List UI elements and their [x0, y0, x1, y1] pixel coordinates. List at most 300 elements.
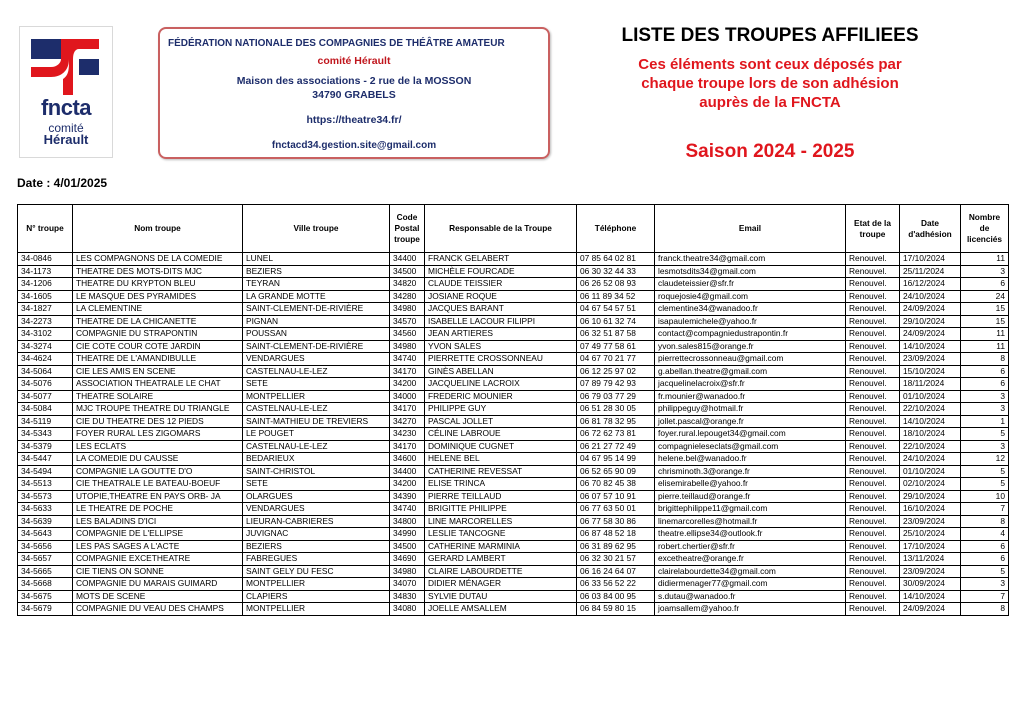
phone-cell: 06 77 63 50 01 — [577, 503, 655, 516]
postal-code-cell: 34500 — [390, 540, 425, 553]
troupe-number-cell: 34-5447 — [18, 453, 73, 466]
table-row — [18, 428, 1009, 441]
postal-code-cell: 34820 — [390, 278, 425, 291]
troupe-number-cell: 34-5656 — [18, 540, 73, 553]
fncta-logo — [19, 26, 113, 158]
troupe-number-cell: 34-5077 — [18, 390, 73, 403]
troupe-name-cell: CIE COTE COUR COTE JARDIN — [73, 340, 243, 353]
manager-name-cell: JOSIANE ROQUE — [425, 290, 577, 303]
troupe-name-cell: LA COMEDIE DU CAUSSE — [73, 453, 243, 466]
status-cell: Renouvel. — [846, 478, 900, 491]
table-row — [18, 278, 1009, 291]
member-count-cell: 3 — [961, 403, 1009, 416]
troupe-number-cell: 34-1605 — [18, 290, 73, 303]
postal-code-cell: 34080 — [390, 603, 425, 616]
subtitle-line: Ces éléments sont ceux déposés par — [638, 56, 902, 73]
troupe-number-cell: 34-5119 — [18, 415, 73, 428]
member-count-cell: 12 — [961, 453, 1009, 466]
postal-code-cell: 34280 — [390, 290, 425, 303]
federation-name: FÉDÉRATION NATIONALE DES COMPAGNIES DE THÉÂTRE AMATEUR — [168, 38, 505, 49]
col-header-postal-code: Code Postal troupe — [390, 205, 425, 253]
email-cell[interactable]: didiermenager77@gmail.com — [655, 578, 846, 591]
member-count-cell: 11 — [961, 328, 1009, 341]
postal-code-cell: 34400 — [390, 253, 425, 266]
member-count-cell: 4 — [961, 528, 1009, 541]
col-header-members: Nombre de licenciés — [961, 205, 1009, 253]
postal-code-cell: 34740 — [390, 353, 425, 366]
membership-date-cell: 14/10/2024 — [900, 415, 961, 428]
table-row — [18, 515, 1009, 528]
troupe-name-cell: LA CLEMENTINE — [73, 303, 243, 316]
manager-name-cell: YVON SALES — [425, 340, 577, 353]
phone-cell: 07 89 79 42 93 — [577, 378, 655, 391]
troupe-name-cell: MJC TROUPE THEATRE DU TRIANGLE — [73, 403, 243, 416]
troupe-city-cell: SAINT-CLEMENT-DE-RIVIÈRE — [243, 340, 390, 353]
member-count-cell: 5 — [961, 565, 1009, 578]
status-cell: Renouvel. — [846, 553, 900, 566]
postal-code-cell: 34500 — [390, 265, 425, 278]
membership-date-cell: 25/10/2024 — [900, 528, 961, 541]
troupe-number-cell: 34-5064 — [18, 365, 73, 378]
postal-code-cell: 34800 — [390, 515, 425, 528]
member-count-cell: 6 — [961, 540, 1009, 553]
manager-name-cell: BRIGITTE PHILIPPE — [425, 503, 577, 516]
table-row — [18, 253, 1009, 266]
troupe-number-cell: 34-5494 — [18, 465, 73, 478]
postal-code-cell: 34560 — [390, 328, 425, 341]
status-cell: Renouvel. — [846, 540, 900, 553]
troupe-name-cell: THEATRE DE LA CHICANETTE — [73, 315, 243, 328]
manager-name-cell: FRANCK GELABERT — [425, 253, 577, 266]
table-row — [18, 378, 1009, 391]
troupe-city-cell: BEZIERS — [243, 265, 390, 278]
email-cell[interactable]: claudeteissier@sfr.fr — [655, 278, 846, 291]
phone-cell: 06 31 89 62 95 — [577, 540, 655, 553]
member-count-cell: 5 — [961, 465, 1009, 478]
email-cell[interactable]: fr.mounier@wanadoo.fr — [655, 390, 846, 403]
email-cell[interactable]: robert.chertier@sfr.fr — [655, 540, 846, 553]
status-cell: Renouvel. — [846, 490, 900, 503]
email-cell[interactable]: foyer.rural.lepouget34@gmail.com — [655, 428, 846, 441]
troupe-city-cell: LIEURAN-CABRIERES — [243, 515, 390, 528]
table-row — [18, 590, 1009, 603]
email-cell[interactable]: philippeguy@hotmail.fr — [655, 403, 846, 416]
page-title: LISTE DES TROUPES AFFILIEES — [621, 25, 919, 46]
table-row — [18, 478, 1009, 491]
membership-date-cell: 13/11/2024 — [900, 553, 961, 566]
phone-cell: 06 79 03 77 29 — [577, 390, 655, 403]
phone-cell: 06 72 62 73 81 — [577, 428, 655, 441]
troupe-city-cell: SAINT-CLEMENT-DE-RIVIÈRE — [243, 303, 390, 316]
troupe-city-cell: LE POUGET — [243, 428, 390, 441]
membership-date-cell: 24/10/2024 — [900, 290, 961, 303]
phone-cell: 06 30 32 44 33 — [577, 265, 655, 278]
email-cell[interactable]: franck.theatre34@gmail.com — [655, 253, 846, 266]
status-cell: Renouvel. — [846, 415, 900, 428]
membership-date-cell: 23/09/2024 — [900, 353, 961, 366]
membership-date-cell: 25/11/2024 — [900, 265, 961, 278]
troupe-number-cell: 34-5668 — [18, 578, 73, 591]
member-count-cell: 5 — [961, 428, 1009, 441]
table-row — [18, 265, 1009, 278]
manager-name-cell: CATHERINE MARMINIA — [425, 540, 577, 553]
membership-date-cell: 22/10/2024 — [900, 403, 961, 416]
manager-name-cell: GINÈS ABELLAN — [425, 365, 577, 378]
table-row — [18, 390, 1009, 403]
member-count-cell: 6 — [961, 365, 1009, 378]
troupe-name-cell: COMPAGNIE DU STRAPONTIN — [73, 328, 243, 341]
troupe-name-cell: CIE TIENS ON SONNE — [73, 565, 243, 578]
member-count-cell: 5 — [961, 478, 1009, 491]
status-cell: Renouvel. — [846, 528, 900, 541]
manager-name-cell: PHILIPPE GUY — [425, 403, 577, 416]
manager-name-cell: CLAUDE TEISSIER — [425, 278, 577, 291]
troupe-city-cell: LA GRANDE MOTTE — [243, 290, 390, 303]
membership-date-cell: 24/10/2024 — [900, 453, 961, 466]
membership-date-cell: 22/10/2024 — [900, 440, 961, 453]
manager-name-cell: MICHÈLE FOURCADE — [425, 265, 577, 278]
member-count-cell: 11 — [961, 340, 1009, 353]
troupe-name-cell: COMPAGNIE EXCETHEATRE — [73, 553, 243, 566]
table-row — [18, 603, 1009, 616]
email-cell[interactable]: lesmotsdits34@gmail.com — [655, 265, 846, 278]
member-count-cell: 6 — [961, 378, 1009, 391]
manager-name-cell: ISABELLE LACOUR FILIPPI — [425, 315, 577, 328]
postal-code-cell: 34740 — [390, 503, 425, 516]
troupe-number-cell: 34-1206 — [18, 278, 73, 291]
email-cell[interactable]: brigittephilippe11@gmail.com — [655, 503, 846, 516]
status-cell: Renouvel. — [846, 290, 900, 303]
troupe-city-cell: VENDARGUES — [243, 353, 390, 366]
email-cell[interactable]: s.dutau@wanadoo.fr — [655, 590, 846, 603]
status-cell: Renouvel. — [846, 365, 900, 378]
postal-code-cell: 34070 — [390, 578, 425, 591]
email-cell[interactable]: pierre.teillaud@orange.fr — [655, 490, 846, 503]
email-cell[interactable]: g.abellan.theatre@gmail.com — [655, 365, 846, 378]
troupe-name-cell: COMPAGNIE DU MARAIS GUIMARD — [73, 578, 243, 591]
manager-name-cell: PIERRE TEILLAUD — [425, 490, 577, 503]
email-cell[interactable]: pierrettecrossonneau@gmail.com — [655, 353, 846, 366]
troupe-number-cell: 34-5665 — [18, 565, 73, 578]
membership-date-cell: 30/09/2024 — [900, 578, 961, 591]
phone-cell: 06 11 89 34 52 — [577, 290, 655, 303]
col-header-status: Etat de la troupe — [846, 205, 900, 253]
email-cell[interactable]: elisemirabelle@yahoo.fr — [655, 478, 846, 491]
postal-code-cell: 34390 — [390, 490, 425, 503]
troupe-city-cell: CASTELNAU-LE-LEZ — [243, 365, 390, 378]
logo-text: fncta — [40, 95, 92, 120]
address-line-2: 34790 GRABELS — [312, 89, 396, 101]
manager-name-cell: JACQUELINE LACROIX — [425, 378, 577, 391]
email-cell[interactable]: contact@compagniedustrapontin.fr — [655, 328, 846, 341]
member-count-cell: 3 — [961, 265, 1009, 278]
member-count-cell: 24 — [961, 290, 1009, 303]
contact-email[interactable]: fnctacd34.gestion.site@gmail.com — [271, 140, 437, 151]
troupe-name-cell: MOTS DE SCENE — [73, 590, 243, 603]
membership-date-cell: 29/10/2024 — [900, 490, 961, 503]
table-row — [18, 340, 1009, 353]
phone-cell: 06 07 57 10 91 — [577, 490, 655, 503]
troupe-city-cell: BEZIERS — [243, 540, 390, 553]
phone-cell: 04 67 70 21 77 — [577, 353, 655, 366]
status-cell: Renouvel. — [846, 515, 900, 528]
manager-name-cell: JEAN ARTIERES — [425, 328, 577, 341]
member-count-cell: 10 — [961, 490, 1009, 503]
phone-cell: 06 52 65 90 09 — [577, 465, 655, 478]
phone-cell: 07 49 77 58 61 — [577, 340, 655, 353]
manager-name-cell: CATHERINE REVESSAT — [425, 465, 577, 478]
troupe-number-cell: 34-5633 — [18, 503, 73, 516]
troupe-city-cell: LUNEL — [243, 253, 390, 266]
table-row — [18, 540, 1009, 553]
member-count-cell: 8 — [961, 515, 1009, 528]
status-cell: Renouvel. — [846, 315, 900, 328]
postal-code-cell: 34170 — [390, 365, 425, 378]
status-cell: Renouvel. — [846, 378, 900, 391]
troupe-number-cell: 34-5675 — [18, 590, 73, 603]
troupes-table — [17, 204, 1009, 616]
postal-code-cell: 34980 — [390, 340, 425, 353]
troupe-name-cell: CIE DU THEATRE DES 12 PIEDS — [73, 415, 243, 428]
website-link[interactable]: https://theatre34.fr/ — [306, 114, 402, 126]
col-header-manager: Responsable de la Troupe — [425, 205, 577, 253]
troupe-city-cell: MONTPELLIER — [243, 578, 390, 591]
troupe-name-cell: THEATRE DE L'AMANDIBULLE — [73, 353, 243, 366]
email-cell[interactable]: theatre.ellipse34@outlook.fr — [655, 528, 846, 541]
postal-code-cell: 34990 — [390, 528, 425, 541]
member-count-cell: 11 — [961, 253, 1009, 266]
troupe-name-cell: LES COMPAGNONS DE LA COMEDIE — [73, 253, 243, 266]
member-count-cell: 3 — [961, 390, 1009, 403]
manager-name-cell: LINE MARCORELLES — [425, 515, 577, 528]
phone-cell: 06 70 82 45 38 — [577, 478, 655, 491]
postal-code-cell: 34980 — [390, 565, 425, 578]
troupe-number-cell: 34-5679 — [18, 603, 73, 616]
postal-code-cell: 34570 — [390, 315, 425, 328]
manager-name-cell: DIDIER MÉNAGER — [425, 578, 577, 591]
table-row — [18, 365, 1009, 378]
email-cell[interactable]: compagnieleseclats@gmail.com — [655, 440, 846, 453]
troupe-city-cell: PIGNAN — [243, 315, 390, 328]
col-header-date: Date d'adhésion — [900, 205, 961, 253]
troupe-city-cell: FABREGUES — [243, 553, 390, 566]
troupe-name-cell: THEATRE SOLAIRE — [73, 390, 243, 403]
address-line-1: Maison des associations - 2 rue de la MOSSON — [236, 75, 472, 87]
manager-name-cell: HELENE BEL — [425, 453, 577, 466]
table-row — [18, 553, 1009, 566]
troupe-city-cell: SAINT-MATHIEU DE TREVIERS — [243, 415, 390, 428]
phone-cell: 06 10 61 32 74 — [577, 315, 655, 328]
table-header-row — [18, 205, 1009, 253]
status-cell: Renouvel. — [846, 565, 900, 578]
troupe-name-cell: FOYER RURAL LES ZIGOMARS — [73, 428, 243, 441]
season-title: Saison 2024 - 2025 — [685, 141, 855, 162]
col-header-number: N° troupe — [18, 205, 73, 253]
manager-name-cell: LESLIE TANCOGNE — [425, 528, 577, 541]
email-cell[interactable]: roquejosie4@gmail.com — [655, 290, 846, 303]
email-cell[interactable]: isapaulemichele@yahoo.fr — [655, 315, 846, 328]
phone-cell: 06 33 56 52 22 — [577, 578, 655, 591]
troupe-city-cell: SAINT-CHRISTOL — [243, 465, 390, 478]
troupe-number-cell: 34-1827 — [18, 303, 73, 316]
membership-date-cell: 14/10/2024 — [900, 340, 961, 353]
postal-code-cell: 34170 — [390, 440, 425, 453]
manager-name-cell: GERARD LAMBERT — [425, 553, 577, 566]
page-subtitle — [560, 55, 980, 112]
troupe-number-cell: 34-4624 — [18, 353, 73, 366]
status-cell: Renouvel. — [846, 465, 900, 478]
postal-code-cell: 34980 — [390, 303, 425, 316]
committee-name: comité Hérault — [317, 55, 391, 67]
troupe-name-cell: COMPAGNIE LA GOUTTE D'O — [73, 465, 243, 478]
status-cell: Renouvel. — [846, 453, 900, 466]
troupe-number-cell: 34-5657 — [18, 553, 73, 566]
postal-code-cell: 34270 — [390, 415, 425, 428]
status-cell: Renouvel. — [846, 390, 900, 403]
manager-name-cell: PASCAL JOLLET — [425, 415, 577, 428]
troupe-city-cell: POUSSAN — [243, 328, 390, 341]
troupe-name-cell: LES BALADINS D'ICI — [73, 515, 243, 528]
email-cell[interactable]: yvon.sales815@orange.fr — [655, 340, 846, 353]
troupe-city-cell: OLARGUES — [243, 490, 390, 503]
table-row — [18, 490, 1009, 503]
logo-subtext: comité — [48, 121, 84, 135]
email-cell[interactable]: excetheatre@orange.fr — [655, 553, 846, 566]
troupe-name-cell: UTOPIE,THEATRE EN PAYS ORB- JA — [73, 490, 243, 503]
member-count-cell: 8 — [961, 353, 1009, 366]
membership-date-cell: 15/10/2024 — [900, 365, 961, 378]
troupe-city-cell: JUVIGNAC — [243, 528, 390, 541]
manager-name-cell: ELISE TRINCA — [425, 478, 577, 491]
troupe-city-cell: BEDARIEUX — [243, 453, 390, 466]
status-cell: Renouvel. — [846, 578, 900, 591]
troupe-city-cell: CASTELNAU-LE-LEZ — [243, 440, 390, 453]
troupe-number-cell: 34-5076 — [18, 378, 73, 391]
phone-cell: 06 21 27 72 49 — [577, 440, 655, 453]
member-count-cell: 6 — [961, 553, 1009, 566]
troupe-city-cell: SETE — [243, 478, 390, 491]
status-cell: Renouvel. — [846, 278, 900, 291]
email-cell[interactable]: jacquelinelacroix@sfr.fr — [655, 378, 846, 391]
phone-cell: 06 77 58 30 86 — [577, 515, 655, 528]
email-cell[interactable]: clairelabourdette34@gmail.com — [655, 565, 846, 578]
table-row — [18, 440, 1009, 453]
member-count-cell: 3 — [961, 578, 1009, 591]
troupe-name-cell: COMPAGNIE DU VEAU DES CHAMPS — [73, 603, 243, 616]
phone-cell: 06 16 24 64 07 — [577, 565, 655, 578]
membership-date-cell: 24/09/2024 — [900, 303, 961, 316]
manager-name-cell: FREDERIC MOUNIER — [425, 390, 577, 403]
subtitle-line: chaque troupe lors de son adhésion — [641, 75, 899, 92]
membership-date-cell: 23/09/2024 — [900, 515, 961, 528]
table-row — [18, 415, 1009, 428]
table-row — [18, 290, 1009, 303]
table-body — [18, 253, 1009, 616]
status-cell: Renouvel. — [846, 328, 900, 341]
postal-code-cell: 34400 — [390, 465, 425, 478]
email-cell[interactable]: joamsallem@yahoo.fr — [655, 603, 846, 616]
col-header-email: Email — [655, 205, 846, 253]
troupe-city-cell: MONTPELLIER — [243, 390, 390, 403]
troupe-number-cell: 34-0846 — [18, 253, 73, 266]
postal-code-cell: 34200 — [390, 478, 425, 491]
postal-code-cell: 34600 — [390, 453, 425, 466]
col-header-city: Ville troupe — [243, 205, 390, 253]
troupe-city-cell: SETE — [243, 378, 390, 391]
troupe-number-cell: 34-3274 — [18, 340, 73, 353]
troupe-city-cell: VENDARGUES — [243, 503, 390, 516]
troupe-name-cell: LES PAS SAGES A L'ACTE — [73, 540, 243, 553]
troupe-name-cell: CIE LES AMIS EN SCENE — [73, 365, 243, 378]
status-cell: Renouvel. — [846, 590, 900, 603]
document-date: Date : 4/01/2025 — [17, 176, 108, 190]
troupe-city-cell: CLAPIERS — [243, 590, 390, 603]
table-row — [18, 328, 1009, 341]
phone-cell: 06 84 59 80 15 — [577, 603, 655, 616]
membership-date-cell: 18/11/2024 — [900, 378, 961, 391]
table-row — [18, 315, 1009, 328]
email-cell[interactable]: clementine34@wanadoo.fr — [655, 303, 846, 316]
email-cell[interactable]: chrisminoth.3@orange.fr — [655, 465, 846, 478]
status-cell: Renouvel. — [846, 428, 900, 441]
member-count-cell: 3 — [961, 440, 1009, 453]
address-box — [158, 27, 550, 159]
troupe-name-cell: COMPAGNIE DE L'ELLIPSE — [73, 528, 243, 541]
troupe-name-cell: ASSOCIATION THEATRALE LE CHAT — [73, 378, 243, 391]
membership-date-cell: 17/10/2024 — [900, 540, 961, 553]
phone-cell: 06 12 25 97 02 — [577, 365, 655, 378]
troupe-number-cell: 34-5343 — [18, 428, 73, 441]
troupe-name-cell: LE THEATRE DE POCHE — [73, 503, 243, 516]
phone-cell: 06 87 48 52 18 — [577, 528, 655, 541]
member-count-cell: 7 — [961, 590, 1009, 603]
troupe-number-cell: 34-2273 — [18, 315, 73, 328]
manager-name-cell: PIERRETTE CROSSONNEAU — [425, 353, 577, 366]
email-cell[interactable]: helene.bel@wanadoo.fr — [655, 453, 846, 466]
member-count-cell: 6 — [961, 278, 1009, 291]
manager-name-cell: CÉLINE LABROUE — [425, 428, 577, 441]
membership-date-cell: 16/10/2024 — [900, 503, 961, 516]
troupe-name-cell: THEATRE DU KRYPTON BLEU — [73, 278, 243, 291]
email-cell[interactable]: linemarcorelles@hotmail.fr — [655, 515, 846, 528]
manager-name-cell: JACQUES BARANT — [425, 303, 577, 316]
manager-name-cell: DOMINIQUE CUGNET — [425, 440, 577, 453]
postal-code-cell: 34170 — [390, 403, 425, 416]
troupe-number-cell: 34-5573 — [18, 490, 73, 503]
email-cell[interactable]: jollet.pascal@orange.fr — [655, 415, 846, 428]
table-row — [18, 503, 1009, 516]
membership-date-cell: 29/10/2024 — [900, 315, 961, 328]
phone-cell: 04 67 54 57 51 — [577, 303, 655, 316]
postal-code-cell: 34200 — [390, 378, 425, 391]
manager-name-cell: SYLVIE DUTAU — [425, 590, 577, 603]
troupe-number-cell: 34-3102 — [18, 328, 73, 341]
member-count-cell: 7 — [961, 503, 1009, 516]
phone-cell: 07 85 64 02 81 — [577, 253, 655, 266]
troupe-name-cell: LES ECLATS — [73, 440, 243, 453]
phone-cell: 06 81 78 32 95 — [577, 415, 655, 428]
table-row — [18, 465, 1009, 478]
status-cell: Renouvel. — [846, 353, 900, 366]
membership-date-cell: 18/10/2024 — [900, 428, 961, 441]
troupe-name-cell: THEATRE DES MOTS-DITS MJC — [73, 265, 243, 278]
troupe-number-cell: 34-5513 — [18, 478, 73, 491]
troupe-name-cell: LE MASQUE DES PYRAMIDES — [73, 290, 243, 303]
phone-cell: 06 32 51 87 58 — [577, 328, 655, 341]
membership-date-cell: 24/09/2024 — [900, 603, 961, 616]
postal-code-cell: 34230 — [390, 428, 425, 441]
status-cell: Renouvel. — [846, 503, 900, 516]
